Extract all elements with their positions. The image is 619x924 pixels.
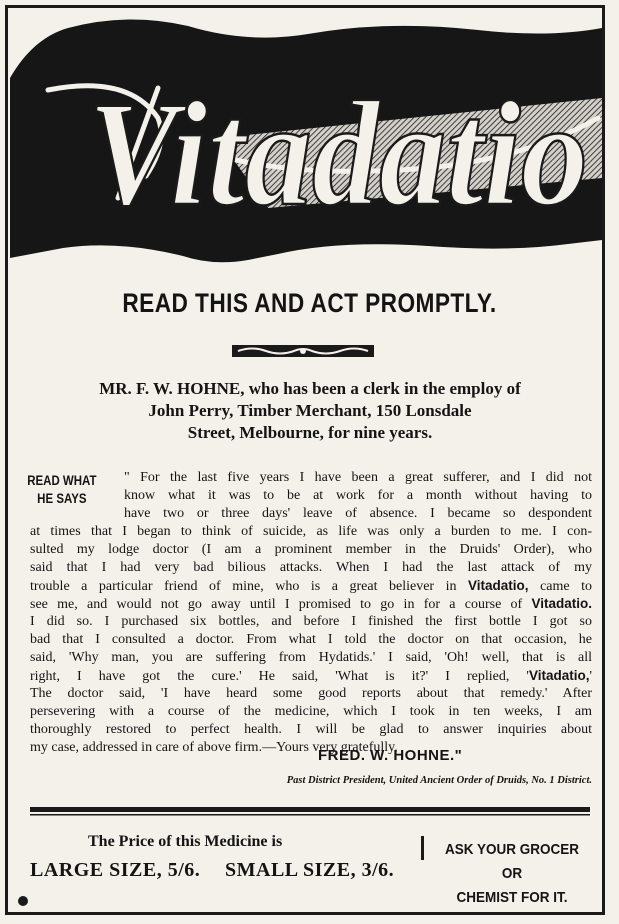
brand-logo: Vitadatio	[88, 71, 588, 237]
testimonial-line: said that I had very bad bilious attacks. When I had the last attack of my	[30, 560, 592, 575]
testimonial-line	[30, 595, 592, 614]
signer-credential: Past District President, United Ancient Order of Druids, No. 1 District.	[286, 775, 592, 786]
testimonial-line: sulted my lodge doctor (I am a prominent member in the Druids' Order), who	[30, 542, 592, 557]
testimonial-line: " For the last five years I have been a great sufferer, and I did not	[124, 470, 592, 485]
side-label-line: HE SAYS	[37, 491, 87, 506]
signature: FRED. W. HOHNE."	[318, 747, 463, 764]
testimonial-text: '	[589, 669, 592, 684]
headline: READ THIS AND ACT PROMPTLY.	[122, 288, 497, 318]
print-blot	[18, 896, 28, 906]
grocer-line: CHEMIST FOR IT.	[456, 889, 568, 906]
testimonial-text: came to	[540, 579, 593, 594]
intro-line: MR. F. W. HOHNE, who has been a clerk in the employ of	[99, 379, 521, 398]
testimonial-line	[30, 667, 592, 686]
testimonial-line	[30, 577, 592, 596]
product-name: Vitadatio,	[468, 578, 529, 593]
testimonial-line: The doctor said, 'I have heard some good reports about that remedy.' After	[30, 686, 592, 701]
testimonial-line: at times that I began to think of suicide, as life was only a burden to me. I con-	[30, 524, 592, 539]
price-large-size: LARGE SIZE, 5/6.	[30, 859, 201, 881]
grocer-line: ASK YOUR GROCER OR	[444, 841, 580, 882]
product-name: Vitadatio.	[531, 596, 593, 611]
grocer-notice	[440, 838, 584, 910]
testimonial-line: persevering with a course of the medicine, which I took in ten weeks, I am	[30, 704, 592, 719]
side-label-line: READ WHAT	[27, 473, 97, 488]
testimonial-text: right, I have got the cure.' He said, 'What is it?' I replied, '	[30, 669, 529, 684]
testimonial-line: know what it was to be at work for a month without having to	[124, 488, 592, 503]
brand-banner-graphic	[8, 8, 604, 270]
product-name: Vitadatio,	[528, 668, 590, 683]
testimonial-line: thoroughly restored to perfect health. I will be glad to answer inquiries about	[30, 722, 592, 737]
testimonial-line: have two or three days' leave of absence. I became so despondent	[124, 506, 592, 521]
testimonial-line: I did so. I purchased six bottles, and before I finished the first bottle I got so	[30, 614, 592, 629]
testimonial-line: my case, addressed in care of above firm.—Yours very gratefully,	[30, 740, 398, 755]
intro-line: John Perry, Timber Merchant, 150 Lonsdale	[148, 401, 472, 420]
testimonial-text: trouble a particular friend of mine, who is a great believer in	[30, 579, 457, 594]
column-divider	[421, 836, 424, 860]
testimonial-line: bad that I consulted a doctor. From what I told the doctor on that occasion, he	[30, 632, 592, 647]
side-label	[27, 472, 97, 508]
intro-paragraph	[40, 378, 580, 444]
section-rule	[30, 805, 590, 817]
ornament-divider	[232, 343, 374, 359]
price-label: The Price of this Medicine is	[88, 833, 283, 850]
price-small-size: SMALL SIZE, 3/6.	[225, 859, 395, 881]
brand-banner	[8, 8, 604, 270]
testimonial-line: said, 'Why man, you are suffering from Hydatids.' I said, 'Oh! well, that is all	[30, 650, 592, 665]
testimonial-text: see me, and would not go away until I promised to go in for a course of	[30, 597, 523, 612]
intro-line: Street, Melbourne, for nine years.	[187, 423, 433, 442]
